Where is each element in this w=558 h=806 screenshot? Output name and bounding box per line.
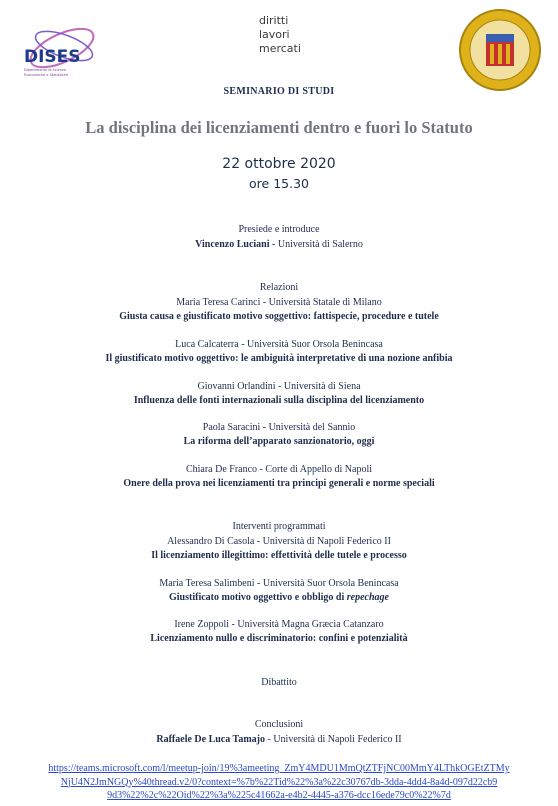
intervento-speaker: Maria Teresa Salimbeni - Università Suor Orsola Benincasa bbox=[159, 578, 399, 589]
intervento-speaker: Alessandro Di Casola - Università di Napoli Federico II bbox=[167, 536, 391, 547]
relazione-topic: Giusta causa e giustificato motivo soggettivo: fattispecie, procedure e tutele bbox=[119, 311, 439, 322]
dises-logo bbox=[22, 18, 102, 82]
header-line-3: mercati bbox=[259, 42, 301, 55]
relazione-topic: Influenza delle fonti internazionali sulla disciplina del licenziamento bbox=[133, 395, 425, 406]
interventi-heading: Interventi programmati bbox=[232, 521, 326, 532]
center-header bbox=[259, 14, 301, 56]
header-line-2: lavori bbox=[259, 28, 290, 41]
intervento-topic-text: Giustificato motivo oggettivo e obbligo di bbox=[169, 592, 347, 603]
meeting-link-line-2[interactable]: NjU4N2JmNGQy%40thread.v2/0?context=%7b%22Tid%22%3a%22c30767db-3dda-4dd4-8a4d-097d22cb9 bbox=[60, 776, 498, 788]
header-line-1: diritti bbox=[259, 14, 289, 27]
chair-name: Vincenzo Luciani bbox=[195, 239, 270, 250]
conclusioni-line bbox=[0, 733, 558, 746]
dises-logo-graphic bbox=[22, 18, 102, 82]
svg-text:Dipartimento di Scienze: Dipartimento di Scienze bbox=[24, 68, 67, 72]
svg-text:Economiche e Statistiche: Economiche e Statistiche bbox=[24, 73, 69, 77]
meeting-link-line-3[interactable]: 9d3%22%2c%22Oid%22%3a%225c41662a-e4b2-4445-a376-dcc16ede79c0%22%7d bbox=[107, 790, 451, 801]
relazione-topic: Il giustificato motivo oggettivo: le ambiguità interpretative di una nozione anfibia bbox=[105, 353, 453, 364]
intervento-speaker: Irene Zoppoli - Università Magna Græcia Catanzaro bbox=[174, 619, 384, 630]
university-seal bbox=[458, 8, 542, 92]
intervento-topic: Licenziamento nullo e discriminatorio: confini e potenzialità bbox=[150, 633, 408, 644]
conclusioni-heading: Conclusioni bbox=[254, 719, 304, 730]
meeting-link-line-1[interactable]: https://teams.microsoft.com/l/meetup-join/19%3ameeting_ZmY4MDU1MmQtZTFjNC00MmY4LThkOGEtZTMy bbox=[48, 763, 510, 774]
intervento-topic-italic: repechage bbox=[346, 592, 389, 603]
relazione-topic: Onere della prova nei licenziamenti tra principi generali e norme speciali bbox=[123, 478, 435, 489]
event-type: SEMINARIO DI STUDI bbox=[223, 86, 335, 97]
svg-text:DISES: DISES bbox=[24, 47, 81, 67]
relazione-topic: La riforma dell’apparato sanzionatorio, oggi bbox=[183, 436, 375, 447]
chair-line bbox=[0, 238, 558, 251]
relazione-speaker: Giovanni Orlandini - Università di Siena bbox=[197, 381, 361, 392]
conclusioni-name: Raffaele De Luca Tamajo bbox=[156, 734, 265, 745]
chair-affiliation: - Università di Salerno bbox=[269, 239, 363, 250]
event-title: La disciplina dei licenziamenti dentro e fuori lo Statuto bbox=[85, 118, 473, 137]
relazione-speaker: Chiara De Franco - Corte di Appello di Napoli bbox=[185, 464, 373, 475]
relazione-speaker: Luca Calcaterra - Università Suor Orsola Benincasa bbox=[175, 339, 383, 350]
relazione-speaker: Maria Teresa Carinci - Università Statale di Milano bbox=[176, 297, 382, 308]
intervento-topic: Il licenziamento illegittimo: effettività delle tutele e processo bbox=[151, 550, 407, 561]
relazione-speaker: Paola Saracini - Università del Sannio bbox=[202, 422, 356, 433]
seal-icon bbox=[458, 8, 542, 92]
event-date: 22 ottobre 2020 bbox=[222, 156, 336, 172]
chair-heading: Presiede e introduce bbox=[238, 224, 320, 235]
relazioni-heading: Relazioni bbox=[259, 282, 299, 293]
intervento-topic bbox=[0, 591, 558, 604]
dibattito-heading: Dibattito bbox=[261, 677, 297, 688]
event-time: ore 15.30 bbox=[249, 176, 309, 191]
conclusioni-affiliation: - Università di Napoli Federico II bbox=[264, 734, 402, 745]
meeting-link[interactable] bbox=[0, 762, 558, 803]
